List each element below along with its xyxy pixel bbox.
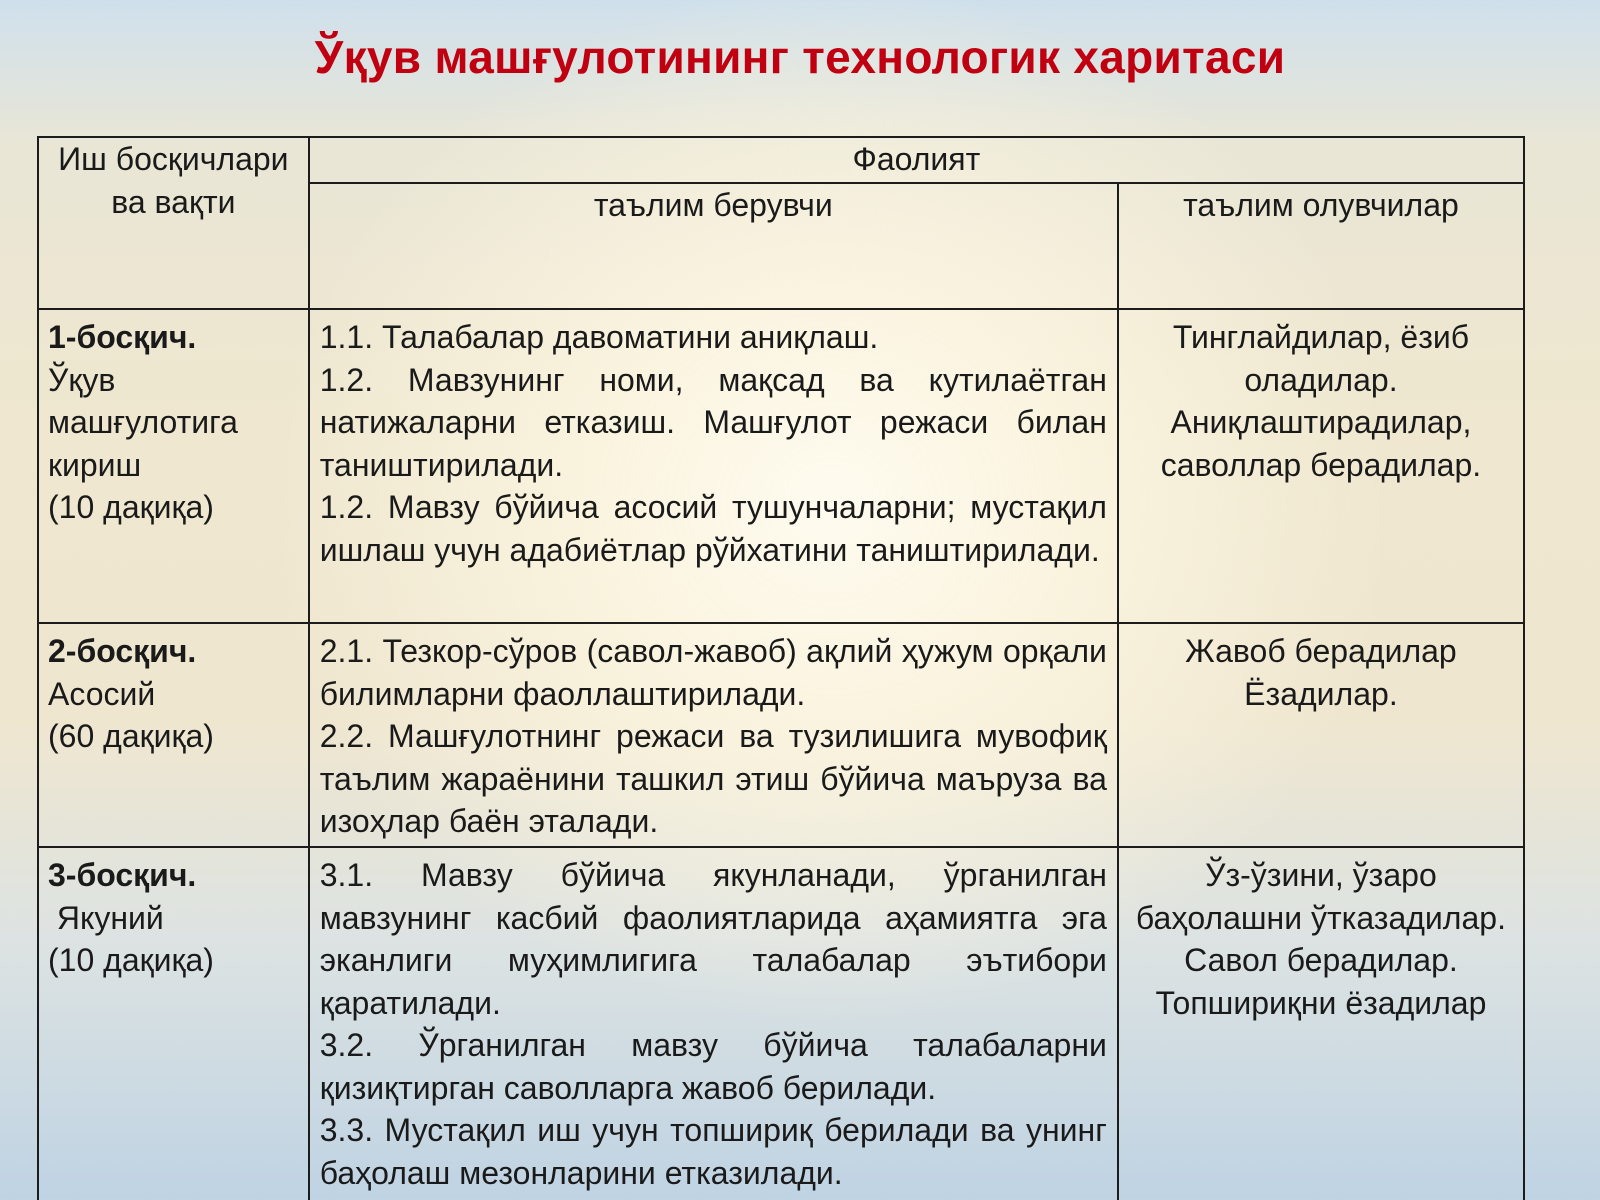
header-students-label: таълим олувчилар [1183, 187, 1459, 223]
stage-duration: (60 дақиқа) [48, 718, 214, 754]
teacher-activity-item: 3.3. Мустақил иш учун топшириқ берилади ва унинг баҳолаш мезонларини етказилади. [319, 1112, 1107, 1191]
stage-description: Якуний [48, 899, 164, 936]
teacher-activity-item: 1.2. Мавзунинг номи, мақсад ва кутилаётган натижаларни етказиш. Машғулот режаси билан таништирилади. [319, 361, 1107, 483]
header-students-cell [1118, 183, 1524, 309]
stage-cell [38, 847, 309, 1200]
stage-description: Асосий [48, 675, 156, 712]
teacher-activity-item: 2.1. Тезкор-сўров (савол-жавоб) ақлий ҳужум орқали билимларни фаоллаштирилади. [319, 633, 1107, 712]
teacher-activity-item: 2.2. Машғулотнинг режаси ва тузилишига мувофиқ таълим жараёнини ташкил этиш бўйича маъруза ва изоҳлар баён эталади. [319, 718, 1107, 839]
header-stages-cell [38, 137, 309, 309]
student-activity-line: Тинглайдилар, ёзиб оладилар. [1172, 319, 1470, 398]
teacher-activity-item: 1.2. Мавзу бўйича асосий тушунчаларни; мустақил ишлаш учун адабиётлар рўйхатини таништирилади. [319, 489, 1107, 568]
page-title: Ўқув машғулотининг технологик харитаси [314, 31, 1286, 83]
student-activity-line: Аниқлаштирадилар, саволлар берадилар. [1160, 404, 1482, 483]
stage-description: Ўқув машғулотига кириш [48, 361, 238, 483]
student-activity-cell [1118, 309, 1524, 623]
table-row [38, 623, 1524, 847]
teacher-activity-item: 1.1. Талабалар давоматини аниқлаш. [319, 319, 879, 355]
table-row [38, 309, 1524, 623]
student-activity-cell [1118, 847, 1524, 1200]
stage-name: 3-босқич. [48, 857, 197, 893]
stage-cell [38, 309, 309, 623]
stage-cell [38, 623, 309, 847]
stage-name: 1-босқич. [48, 319, 197, 355]
header-teacher-cell [309, 183, 1118, 309]
student-activity-line: Жавоб берадилар [1185, 633, 1457, 669]
teacher-activity-item: 3.1. Мавзу бўйича якунланади, ўрганилган мавзунинг касбий фаолиятларида аҳамиятга эга эканлиги муҳимлигига талабалар эътибори қаратилади. [319, 857, 1107, 1021]
stage-duration: (10 дақиқа) [48, 942, 214, 978]
student-activity-line: Ўз-ўзини, ўзаро баҳолашни ўтказадилар. [1135, 857, 1506, 936]
teacher-activity-item: 3.2. Ўрганилган мавзу бўйича талабаларни қизиқтирган саволларга жавоб берилади. [319, 1027, 1107, 1106]
header-activity-cell [309, 137, 1524, 183]
student-activity-line: Ёзадилар. [1244, 675, 1398, 712]
header-stages-label: Иш босқичлари ва вақти [58, 141, 289, 220]
header-teacher-label: таълим берувчи [593, 187, 833, 223]
header-activity-label: Фаолият [852, 141, 981, 177]
student-activity-line: Савол берадилар. [1184, 942, 1458, 978]
student-activity-line: Топшириқни ёзадилар [1155, 984, 1487, 1021]
stage-name: 2-босқич. [48, 633, 197, 669]
table-row [38, 847, 1524, 1200]
technology-map-table [37, 136, 1525, 1200]
teacher-activity-cell [309, 847, 1118, 1200]
teacher-activity-cell [309, 309, 1118, 623]
stage-duration: (10 дақиқа) [48, 489, 214, 525]
student-activity-cell [1118, 623, 1524, 847]
teacher-activity-cell [309, 623, 1118, 847]
